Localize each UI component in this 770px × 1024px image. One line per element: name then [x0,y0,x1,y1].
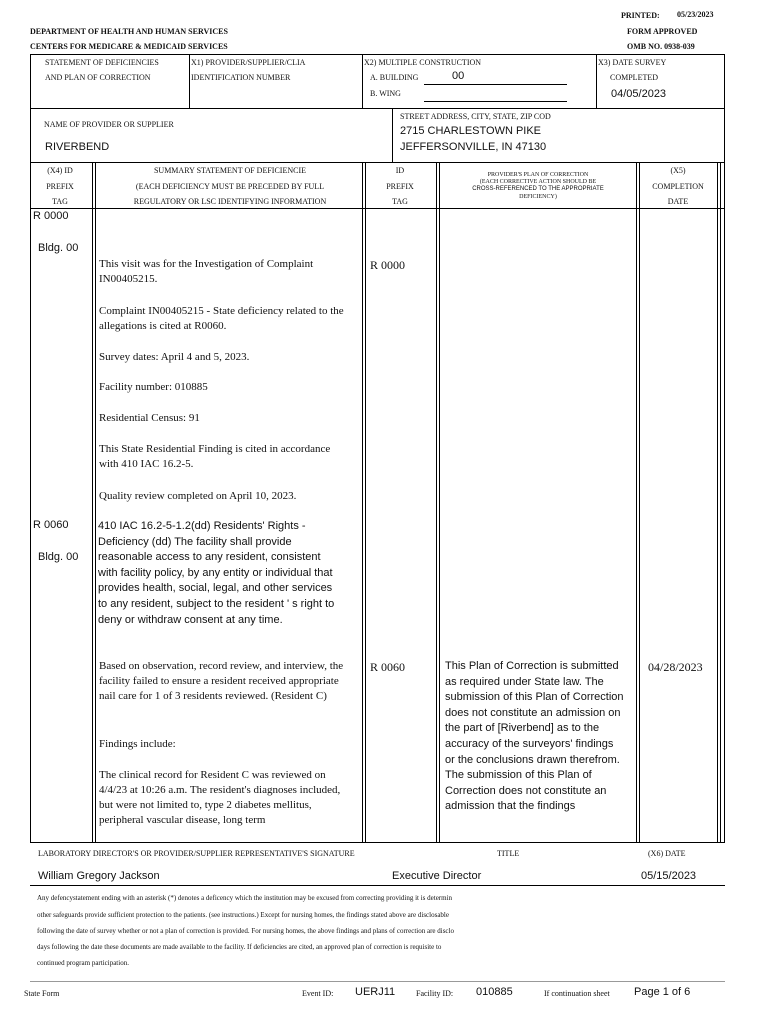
rule-line [436,162,437,842]
x4-header-2: PREFIX [46,182,74,191]
rule-line [30,885,725,886]
signer-title: Executive Director [392,870,482,882]
rule-line [362,162,363,842]
rule-line [365,162,366,842]
rule-line [720,162,721,842]
disclaimer-line: other safeguards provide sufficient protection to the patients. (see instructions.) Except for nursing homes, the findings stated above are disclosable [37,911,449,919]
survey-date: 04/05/2023 [611,88,667,100]
statement-label-2: AND PLAN OF CORRECTION [45,73,151,82]
rule-line [189,54,190,108]
plan-header-3: CROSS-REFERENCED TO THE APPROPRIATE [472,186,604,192]
rule-line [392,108,393,162]
regulation-text: 410 IAC 16.2-5-1.2(dd) Residents' Rights - Deficiency (dd) The facility shall provide reasonable access to any resident, consistent with facility policy, by any entity or individual that provides health, social, legal, and other services to any resident, subject to the resident ' s right to deny or withdraw consent at any time. [98,520,335,626]
building-tag-1: Bldg. 00 [38,242,79,254]
finding-paragraph: Complaint IN00405215 - State deficiency related to the allegations is cited at R0060. [99,305,344,332]
disclaimer-line: Any defencystatement ending with an asterisk (*) denotes a deficency which the institution may be excused from correcting providing it is determin [37,894,453,902]
rule-line [92,162,93,842]
tag-r0060: R 0060 [33,519,69,531]
signature-label: LABORATORY DIRECTOR'S OR PROVIDER/SUPPLIER REPRESENTATIVE'S SIGNATURE [38,849,355,858]
department-name: DEPARTMENT OF HEALTH AND HUMAN SERVICES [30,27,228,36]
id-header-2: PREFIX [386,182,414,191]
tag-r0060-right: R 0060 [370,660,406,674]
rule-line [30,108,725,109]
disclaimer-line: following the date of survey whether or not a plan of correction is provided. For nursing homes, the above findings and plans of correction are disclo [37,927,454,935]
plan-header-1: PROVIDER'S PLAN OF CORRECTION [487,172,589,178]
facility-id-label: Facility ID: [416,989,454,998]
finding-paragraph: The clinical record for Resident C was reviewed on 4/4/23 at 10:26 a.m. The resident's diagnoses included, but were not limited to, type 2 diabetes mellitus, peripheral vascular disease, long term [99,769,341,826]
continuation-label: If continuation sheet [544,989,610,998]
finding-paragraph: Quality review completed on April 10, 2023. [99,490,297,502]
completion-date: 04/28/2023 [648,660,703,674]
facility-id: 010885 [476,986,513,998]
plan-header-4: DEFICIENCY) [519,194,557,200]
tag-r0000: R 0000 [33,210,69,222]
event-id: UERJ11 [355,986,396,998]
rule-line [362,54,363,108]
rule-line [724,54,725,842]
rule-line [596,54,597,108]
event-id-label: Event ID: [302,989,334,998]
statement-label-1: STATEMENT OF DEFICIENCIES [45,58,159,67]
disclaimer-line: days following the date these documents are made available to the facility. If deficiencies are cited, an approved plan of correction is requisite to [37,943,442,951]
x1-label-2: IDENTIFICATION NUMBER [191,73,291,82]
form-approved: FORM APPROVED [627,27,698,36]
address-label: STREET ADDRESS, CITY, STATE, ZIP COD [400,112,551,121]
summary-header-3: REGULATORY OR LSC IDENTIFYING INFORMATION [133,197,327,206]
finding-paragraph: Based on observation, record review, and interview, the facility failed to ensure a resident received appropriate nail care for 1 of 3 residents reviewed. (Resident C) [99,660,344,702]
x5-header-3: DATE [667,197,689,206]
rule-line [439,162,440,842]
building-value: 00 [452,70,465,82]
rule-line [30,162,725,163]
x4-header-3: TAG [52,197,68,206]
rule-line [717,162,718,842]
wing-underline [424,101,567,102]
summary-header-2: (EACH DEFICIENCY MUST BE PRECEDED BY FULL [135,182,325,191]
x2-label: X2) MULTIPLE CONSTRUCTION [364,58,482,67]
finding-paragraph: Findings include: [99,738,176,750]
rule-line [95,162,96,842]
disclaimer-line: continued program participation. [37,959,129,967]
plan-of-correction-text: This Plan of Correction is submitted as required under State law. The submission of this Plan of Correction does not constitute an admission on the part of [Riverbend] as to the accuracy of the surveyors' findings or the conclusions drawn therefrom. The submission of this Plan of Correction does not constitute an admission that the findings [445,660,624,813]
rule-line [639,162,640,842]
footer-rule [30,981,725,982]
building-label: A. BUILDING [370,73,419,82]
id-header-1: ID [395,166,405,175]
signature-date: 05/15/2023 [641,870,697,882]
rule-line [636,162,637,842]
id-header-3: TAG [392,197,408,206]
rule-line [30,54,725,55]
provider-name-label: NAME OF PROVIDER OR SUPPLIER [44,120,174,129]
plan-header-2: (EACH CORRECTIVE ACTION SHOULD BE [479,179,597,185]
finding-paragraph: Residential Census: 91 [99,412,200,424]
rule-line [30,208,725,209]
date-label: (X6) DATE [648,849,686,858]
city-state-zip: JEFFERSONVILLE, IN 47130 [400,141,547,153]
x1-label-1: X1) PROVIDER/SUPPLIER/CLIA [191,58,306,67]
omb-number: OMB NO. 0938-039 [627,42,695,51]
page-number: Page 1 of 6 [634,986,691,998]
x3-label-2: COMPLETED [610,73,658,82]
finding-paragraph: Survey dates: April 4 and 5, 2023. [99,351,250,363]
x4-header-1: (X4) ID [47,166,73,175]
wing-label: B. WING [370,89,401,98]
cms-name: CENTERS FOR MEDICARE & MEDICAID SERVICES [30,42,228,51]
rule-line [30,842,725,843]
printed-date: 05/23/2023 [677,10,714,19]
finding-paragraph: Facility number: 010885 [99,381,208,393]
finding-paragraph: This visit was for the Investigation of Complaint IN00405215. [99,258,314,285]
tag-r0000-right: R 0000 [370,258,406,272]
provider-name: RIVERBEND [45,141,110,153]
title-label: TITLE [497,849,520,858]
summary-header-1: SUMMARY STATEMENT OF DEFICIENCIE [153,166,307,175]
signer-name: William Gregory Jackson [38,870,160,882]
printed-label: PRINTED: [621,11,660,20]
finding-paragraph: This State Residential Finding is cited in accordance with 410 IAC 16.2-5. [99,443,331,470]
x5-header-1: (X5) [670,166,686,175]
building-underline [424,84,567,85]
state-form-label: State Form [24,989,60,998]
building-tag-2: Bldg. 00 [38,551,79,563]
street-address: 2715 CHARLESTOWN PIKE [400,125,542,137]
x5-header-2: COMPLETION [652,182,704,191]
x3-label-1: X3) DATE SURVEY [598,58,667,67]
